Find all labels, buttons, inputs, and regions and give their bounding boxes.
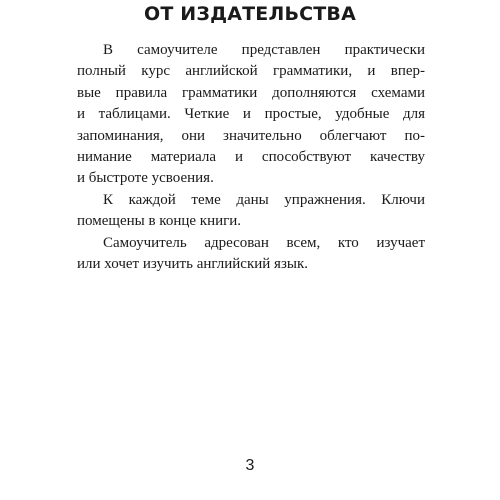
- paragraph-1: [77, 40, 425, 190]
- text-line: В самоучителе представлен практически: [103, 42, 425, 58]
- text-line: нимание материала и способствуют качеству: [77, 149, 425, 166]
- page-heading: ОТ ИЗДАТЕЛЬСТВА: [143, 3, 357, 25]
- body-text: [77, 40, 425, 275]
- text-line: или хочет изучить английский язык.: [77, 256, 308, 273]
- text-line: полный курс английской грамматики, и впер-: [77, 63, 425, 80]
- page-number: 3: [245, 457, 255, 474]
- text-line: помещены в конце книги.: [77, 213, 242, 230]
- text-line: и быстроте усвоения.: [77, 170, 214, 187]
- paragraph-3: [77, 233, 425, 276]
- text-line: К каждой теме даны упражнения. Ключи: [103, 191, 425, 208]
- text-line: и таблицами. Четкие и простые, удобные для: [77, 106, 425, 123]
- text-line: Самоучитель адресован всем, кто изучает: [103, 234, 425, 251]
- text-line: вые правила грамматики дополняются схемами: [77, 84, 425, 101]
- paragraph-2: [77, 190, 425, 233]
- text-line: запоминания, они значительно облегчают по-: [77, 127, 425, 144]
